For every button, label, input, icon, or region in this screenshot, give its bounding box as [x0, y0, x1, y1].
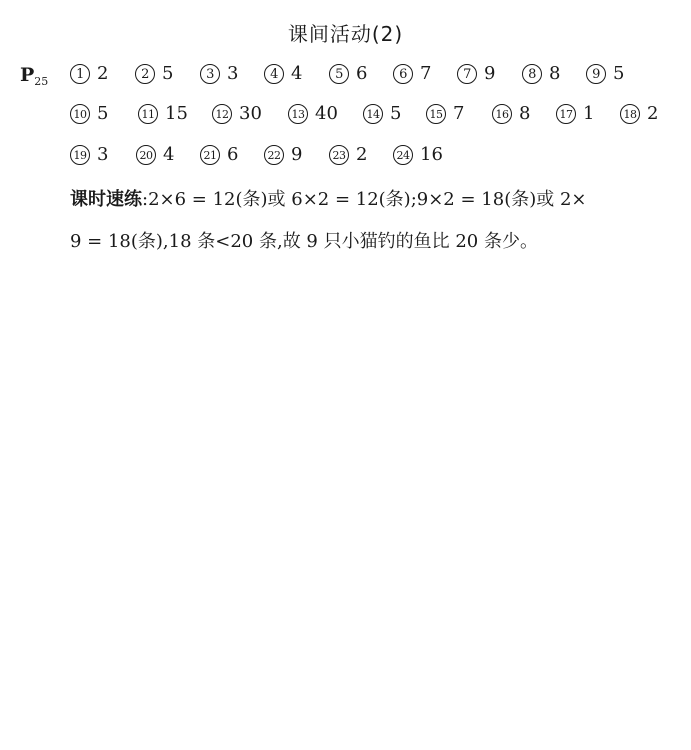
- answer-value: 5: [162, 63, 174, 84]
- answer-item: [200, 63, 238, 84]
- answer-item: [492, 103, 530, 124]
- answer-value: 5: [97, 103, 109, 124]
- answer-item: [288, 103, 338, 124]
- answer-value: 6: [356, 63, 368, 84]
- page-number: 25: [34, 75, 49, 88]
- answer-value: 5: [390, 103, 402, 124]
- answer-value: 8: [519, 103, 531, 124]
- circled-number: 16: [492, 104, 512, 124]
- answer-item: [70, 144, 108, 165]
- answer-value: 40: [315, 103, 338, 124]
- answer-value: 6: [227, 144, 239, 165]
- circled-number: 22: [264, 145, 284, 165]
- practice-label: 课时速练: [70, 189, 142, 210]
- answer-value: 1: [583, 103, 595, 124]
- answer-value: 2: [97, 63, 109, 84]
- circled-number: 18: [620, 104, 640, 124]
- practice-line-2: [70, 227, 538, 253]
- answer-item: [264, 144, 302, 165]
- answer-value: 2: [647, 103, 659, 124]
- circled-number: 5: [329, 64, 349, 84]
- circled-number: 13: [288, 104, 308, 124]
- answer-row-3: [0, 144, 691, 170]
- answer-item: [138, 103, 188, 124]
- answer-value: 2: [356, 144, 368, 165]
- circled-number: 9: [586, 64, 606, 84]
- page-prefix: P: [20, 64, 35, 86]
- answer-value: 9: [291, 144, 303, 165]
- practice-text-2: 9 = 18(条),18 条<20 条,故 9 只小猫钓的鱼比 20 条少。: [70, 231, 538, 252]
- answer-item: [426, 103, 464, 124]
- circled-number: 3: [200, 64, 220, 84]
- circled-number: 15: [426, 104, 446, 124]
- circled-number: 4: [264, 64, 284, 84]
- circled-number: 10: [70, 104, 90, 124]
- answer-item: [212, 103, 262, 124]
- answer-item: [556, 103, 594, 124]
- answer-value: 9: [484, 63, 496, 84]
- answer-item: [136, 144, 174, 165]
- circled-number: 24: [393, 145, 413, 165]
- circled-number: 8: [522, 64, 542, 84]
- answer-row-1: [0, 63, 691, 89]
- answer-item: [329, 63, 367, 84]
- answer-value: 16: [420, 144, 443, 165]
- answer-item: [135, 63, 173, 84]
- circled-number: 1: [70, 64, 90, 84]
- answer-value: 3: [227, 63, 239, 84]
- answer-item: [363, 103, 401, 124]
- page-title: 课间活动(2): [287, 22, 404, 46]
- answer-row-2: [0, 103, 691, 129]
- answer-item: [200, 144, 238, 165]
- circled-number: 17: [556, 104, 576, 124]
- answer-value: 4: [163, 144, 175, 165]
- circled-number: 14: [363, 104, 383, 124]
- answer-item: [620, 103, 658, 124]
- answer-value: 3: [97, 144, 109, 165]
- answer-item: [70, 63, 108, 84]
- answer-value: 8: [549, 63, 561, 84]
- circled-number: 20: [136, 145, 156, 165]
- circled-number: 6: [393, 64, 413, 84]
- circled-number: 21: [200, 145, 220, 165]
- circled-number: 19: [70, 145, 90, 165]
- circled-number: 7: [457, 64, 477, 84]
- answer-item: [70, 103, 108, 124]
- answer-item: [264, 63, 302, 84]
- circled-number: 12: [212, 104, 232, 124]
- circled-number: 23: [329, 145, 349, 165]
- answer-item: [393, 144, 443, 165]
- practice-line-1: [70, 185, 587, 211]
- practice-text-1: :2×6 = 12(条)或 6×2 = 12(条);9×2 = 18(条)或 2×: [142, 189, 587, 210]
- circled-number: 11: [138, 104, 158, 124]
- answer-item: [457, 63, 495, 84]
- answer-item: [329, 144, 367, 165]
- answer-value: 15: [165, 103, 188, 124]
- answer-value: 7: [453, 103, 465, 124]
- circled-number: 2: [135, 64, 155, 84]
- answer-value: 30: [239, 103, 262, 124]
- answer-value: 7: [420, 63, 432, 84]
- answer-value: 5: [613, 63, 625, 84]
- answer-value: 4: [291, 63, 303, 84]
- answer-item: [586, 63, 624, 84]
- answer-item: [393, 63, 431, 84]
- answer-item: [522, 63, 560, 84]
